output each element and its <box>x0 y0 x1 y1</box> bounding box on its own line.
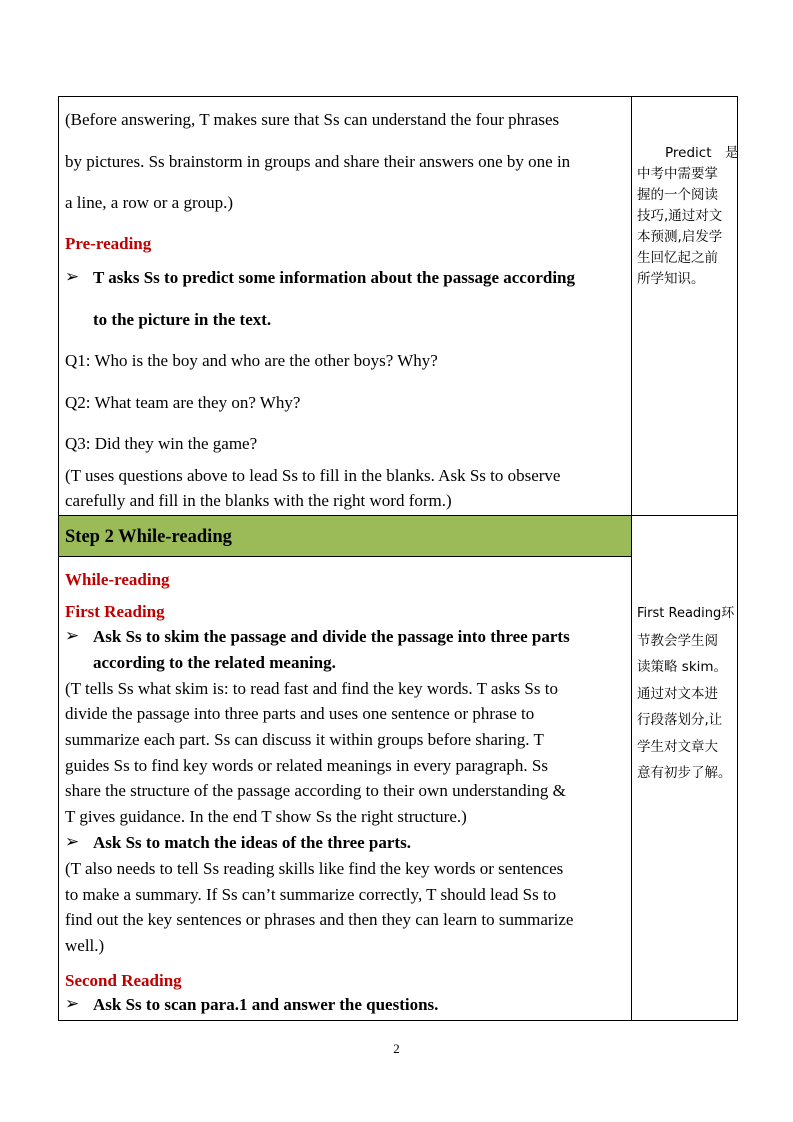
task2: Ask Ss to match the ideas of the three parts. <box>93 833 411 852</box>
side-note-line: First Reading环 <box>637 606 735 621</box>
while-reading-heading: While-reading <box>65 570 170 589</box>
para1-line-5: share the structure of the passage according to their own understanding & <box>65 781 566 800</box>
side-note-line: 行段落划分,让 <box>637 712 723 728</box>
lesson-plan-table <box>58 96 738 1021</box>
step2-header: Step 2 While-reading <box>65 527 232 547</box>
task3: Ask Ss to scan para.1 and answer the questions. <box>93 995 439 1014</box>
side-note-line: 握的一个阅读 <box>637 187 718 203</box>
para2-line-2: to make a summary. If Ss can’t summarize correctly, T should lead Ss to <box>65 885 557 904</box>
bullet-arrow-icon: ➢ <box>65 832 80 852</box>
para1-line-3: summarize each part. Ss can discuss it within groups before sharing. T <box>65 730 544 749</box>
task1-line-1: Ask Ss to skim the passage and divide the passage into three parts <box>93 627 570 646</box>
para2-line-1: (T also needs to tell Ss reading skills like find the key words or sentences <box>65 859 564 878</box>
side-note-line: 节教会学生阅 <box>637 632 718 649</box>
first-reading-heading: First Reading <box>65 602 165 621</box>
side-note-line: 所学知识。 <box>637 271 705 287</box>
intro-line-3: a line, a row or a group.) <box>65 193 234 212</box>
task-line-1: T asks Ss to predict some information about the passage according <box>93 268 576 287</box>
side-note-line: 读策略 skim。 <box>637 659 728 675</box>
bullet-arrow-icon: ➢ <box>65 626 80 646</box>
side-note-line: 本预测,启发学 <box>637 229 723 245</box>
task-line-2: to the picture in the text. <box>93 310 272 329</box>
bullet-arrow-icon: ➢ <box>65 994 80 1014</box>
task1-line-2: according to the related meaning. <box>93 653 336 672</box>
para1-line-6: T gives guidance. In the end T show Ss the right structure.) <box>65 807 467 826</box>
first-reading-side-note <box>637 601 733 787</box>
para1-line-4: guides Ss to find key words or related meanings in every paragraph. Ss <box>65 756 548 775</box>
question-2: Q2: What team are they on? Why? <box>65 393 301 412</box>
side-note-line: 生回忆起之前 <box>637 250 718 266</box>
para1-line-1: (T tells Ss what skim is: to read fast and find the key words. T asks Ss to <box>65 679 558 698</box>
step2-header-cell <box>59 516 631 557</box>
side-note-line: Predict 是 <box>665 145 739 161</box>
para2-line-3: find out the key sentences or phrases and then they can learn to summarize <box>65 910 574 929</box>
column-divider <box>631 97 632 1020</box>
note-line-1: (T uses questions above to lead Ss to fill in the blanks. Ask Ss to observe <box>65 466 561 485</box>
para1-line-2: divide the passage into three parts and uses one sentence or phrase to <box>65 704 535 723</box>
second-reading-heading: Second Reading <box>65 971 182 990</box>
note-line-2: carefully and fill in the blanks with the right word form.) <box>65 491 452 510</box>
question-3: Q3: Did they win the game? <box>65 434 258 453</box>
side-note-line: 意有初步了解。 <box>637 765 732 781</box>
side-note-line: 技巧,通过对文 <box>637 208 723 224</box>
intro-line-2: by pictures. Ss brainstorm in groups and share their answers one by one in <box>65 152 571 171</box>
side-note-line: 中考中需要掌 <box>637 166 718 182</box>
page-number: 2 <box>393 1041 400 1056</box>
side-note-line: 通过对文本进 <box>637 685 718 702</box>
side-note-line: 学生对文章大 <box>637 738 718 755</box>
question-1: Q1: Who is the boy and who are the other boys? Why? <box>65 351 438 370</box>
intro-line-1: (Before answering, T makes sure that Ss can understand the four phrases <box>65 110 560 129</box>
para2-line-4: well.) <box>65 936 105 955</box>
bullet-arrow-icon: ➢ <box>65 267 80 287</box>
pre-reading-heading: Pre-reading <box>65 234 152 253</box>
predict-side-note <box>637 143 739 290</box>
